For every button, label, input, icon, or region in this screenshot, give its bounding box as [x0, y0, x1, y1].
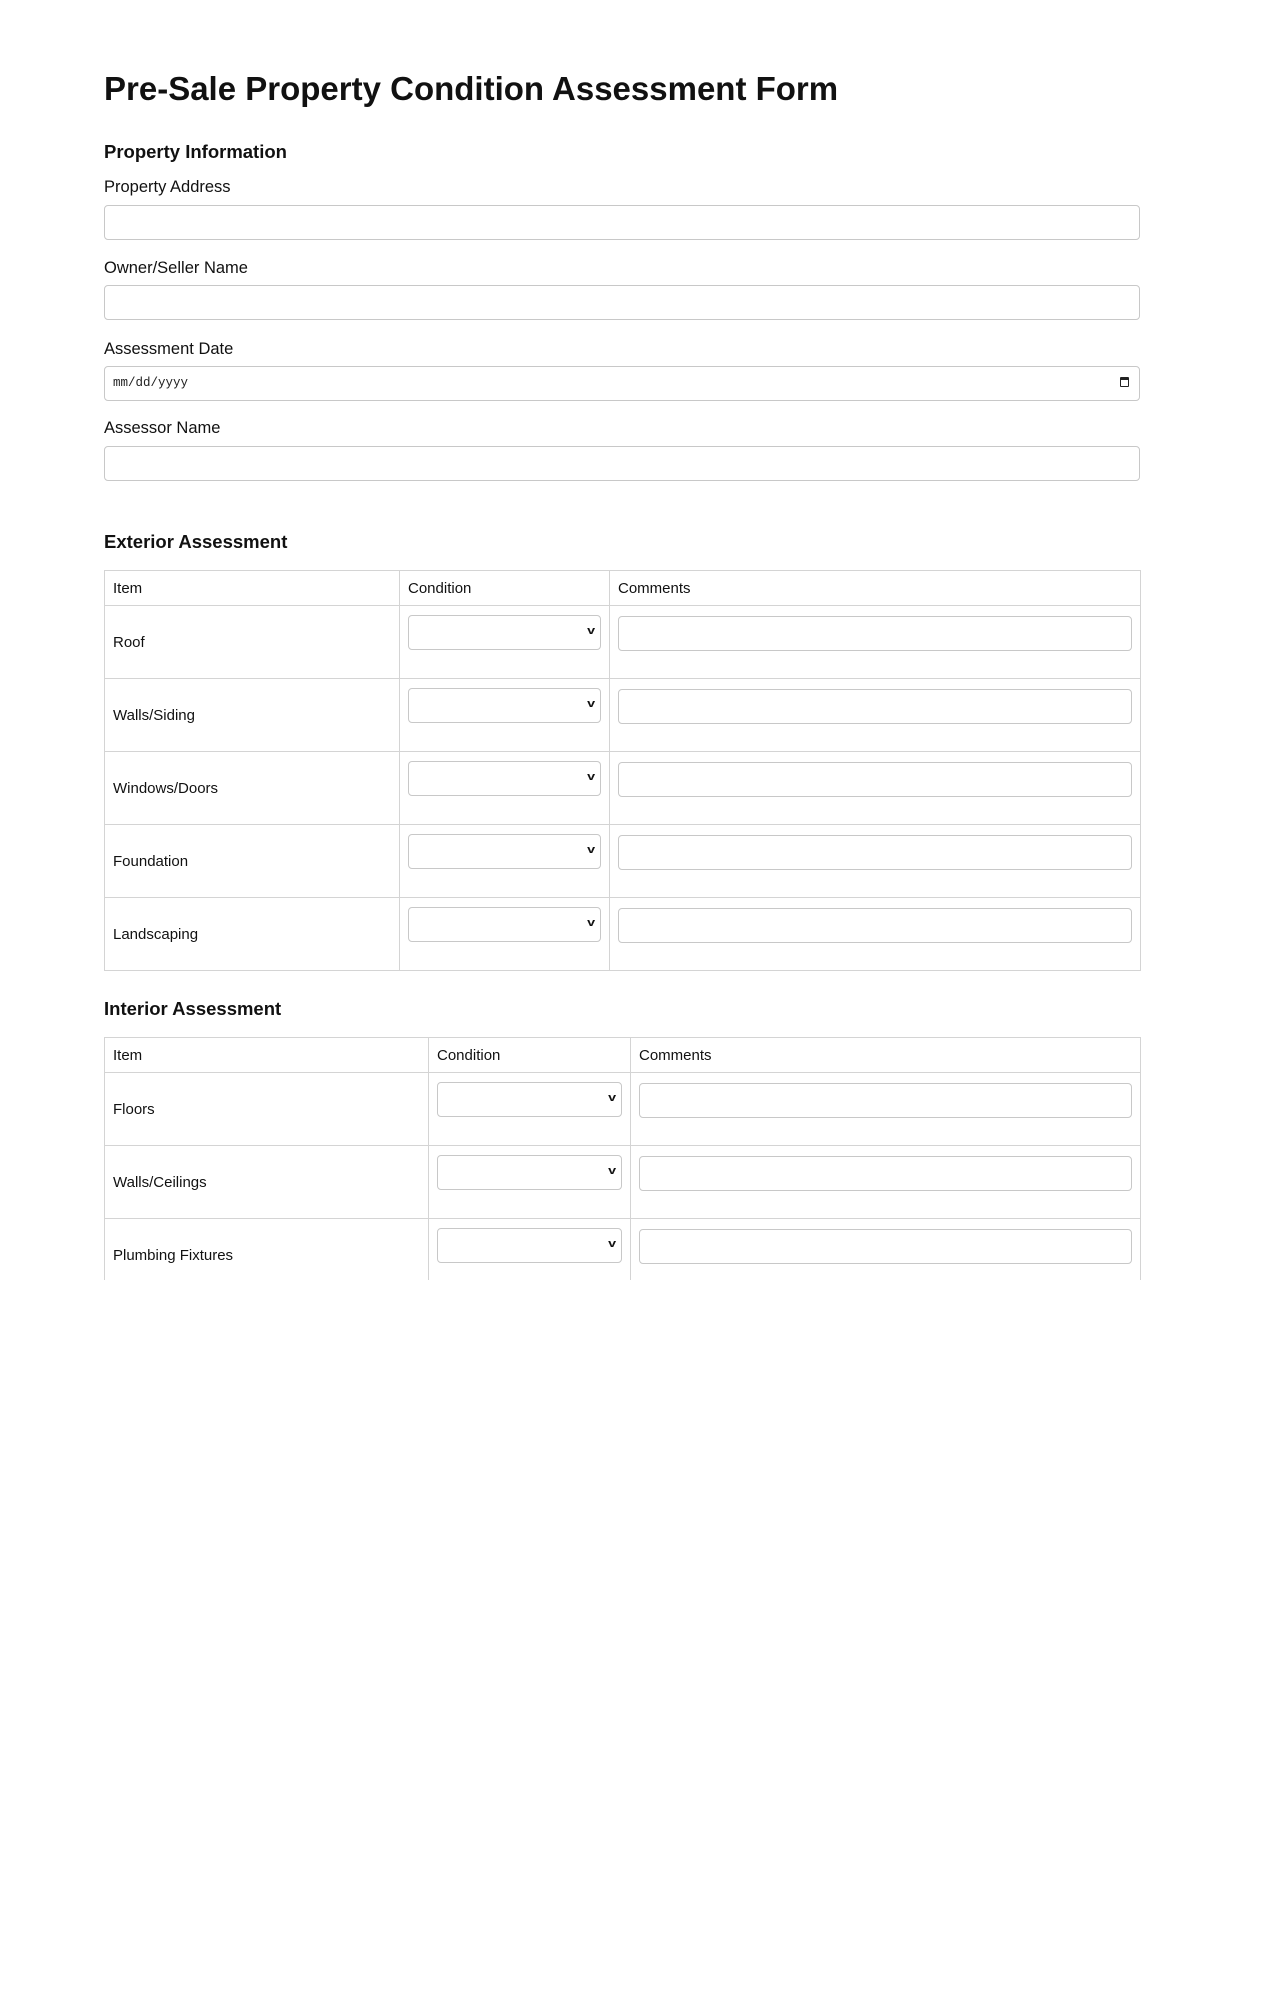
- interior-assessment-table: [104, 1037, 1141, 1280]
- chevron-down-icon: v: [586, 625, 595, 637]
- date-placeholder: mm/dd/yyyy: [113, 376, 189, 390]
- column-header-comments: Comments: [631, 1038, 1141, 1073]
- table-row: [105, 825, 1141, 898]
- assessor-name-input[interactable]: [104, 446, 1140, 481]
- condition-select-foundation[interactable]: [408, 834, 601, 869]
- condition-cell: [400, 898, 610, 971]
- item-label-foundation: Foundation: [113, 852, 189, 870]
- owner-seller-name-input[interactable]: [104, 285, 1140, 320]
- condition-cell: [400, 825, 610, 898]
- condition-select-plumbing-fixtures[interactable]: [437, 1228, 622, 1263]
- item-cell: [105, 1219, 429, 1281]
- assessment-date-input[interactable]: [104, 366, 1140, 401]
- page-title: Pre-Sale Property Condition Assessment Form: [104, 70, 839, 107]
- condition-cell: [400, 752, 610, 825]
- comments-cell: [631, 1219, 1141, 1281]
- table-row: [105, 752, 1141, 825]
- item-label-landscaping: Landscaping: [113, 925, 199, 943]
- table-row: [105, 679, 1141, 752]
- comments-input-windows-doors[interactable]: [618, 762, 1132, 797]
- column-header-item: Item: [105, 1038, 429, 1073]
- comments-input-roof[interactable]: [618, 616, 1132, 651]
- item-cell: [105, 1146, 429, 1219]
- comments-cell: [631, 1073, 1141, 1146]
- section-heading-property-information: Property Information: [104, 141, 287, 162]
- column-header-condition: Condition: [400, 571, 610, 606]
- comments-cell: [610, 679, 1141, 752]
- calendar-icon[interactable]: [1120, 377, 1129, 387]
- condition-select-windows-doors[interactable]: [408, 761, 601, 796]
- comments-input-floors[interactable]: [639, 1083, 1132, 1118]
- assessor-name-label: Assessor Name: [104, 419, 221, 437]
- comments-cell: [610, 752, 1141, 825]
- section-heading-interior-assessment: Interior Assessment: [104, 998, 282, 1019]
- chevron-down-icon: v: [586, 844, 595, 856]
- table-header-row: [105, 1038, 1141, 1073]
- column-header-item: Item: [105, 571, 400, 606]
- item-cell: [105, 898, 400, 971]
- table-row: [105, 606, 1141, 679]
- comments-input-walls-siding[interactable]: [618, 689, 1132, 724]
- comments-cell: [610, 825, 1141, 898]
- condition-select-walls-ceilings[interactable]: [437, 1155, 622, 1190]
- item-label-floors: Floors: [113, 1100, 155, 1118]
- condition-select-landscaping[interactable]: [408, 907, 601, 942]
- chevron-down-icon: v: [607, 1165, 616, 1177]
- comments-cell: [610, 898, 1141, 971]
- condition-cell: [400, 679, 610, 752]
- chevron-down-icon: v: [586, 917, 595, 929]
- property-address-input[interactable]: [104, 205, 1140, 240]
- comments-input-plumbing-fixtures[interactable]: [639, 1229, 1132, 1264]
- column-header-comments: Comments: [610, 571, 1141, 606]
- item-label-plumbing-fixtures: Plumbing Fixtures: [113, 1246, 234, 1264]
- owner-seller-name-label: Owner/Seller Name: [104, 259, 248, 277]
- property-address-label: Property Address: [104, 178, 231, 196]
- chevron-down-icon: v: [607, 1238, 616, 1250]
- item-label-windows-doors: Windows/Doors: [113, 779, 219, 797]
- comments-input-landscaping[interactable]: [618, 908, 1132, 943]
- table-row: [105, 1146, 1141, 1219]
- condition-cell: [400, 606, 610, 679]
- exterior-assessment-table: [104, 570, 1141, 971]
- item-cell: [105, 679, 400, 752]
- comments-input-foundation[interactable]: [618, 835, 1132, 870]
- condition-cell: [429, 1146, 631, 1219]
- table-header-row: [105, 571, 1141, 606]
- comments-input-walls-ceilings[interactable]: [639, 1156, 1132, 1191]
- table-row: [105, 1219, 1141, 1281]
- condition-select-floors[interactable]: [437, 1082, 622, 1117]
- item-label-roof: Roof: [113, 633, 145, 651]
- comments-cell: [610, 606, 1141, 679]
- condition-select-walls-siding[interactable]: [408, 688, 601, 723]
- item-label-walls-ceilings: Walls/Ceilings: [113, 1173, 207, 1191]
- item-cell: [105, 825, 400, 898]
- condition-cell: [429, 1073, 631, 1146]
- chevron-down-icon: v: [586, 698, 595, 710]
- section-heading-exterior-assessment: Exterior Assessment: [104, 531, 288, 552]
- chevron-down-icon: v: [586, 771, 595, 783]
- chevron-down-icon: v: [607, 1092, 616, 1104]
- condition-select-roof[interactable]: [408, 615, 601, 650]
- item-cell: [105, 606, 400, 679]
- item-label-walls-siding: Walls/Siding: [113, 706, 195, 724]
- table-row: [105, 1073, 1141, 1146]
- comments-cell: [631, 1146, 1141, 1219]
- item-cell: [105, 752, 400, 825]
- assessment-date-label: Assessment Date: [104, 340, 234, 358]
- table-row: [105, 898, 1141, 971]
- item-cell: [105, 1073, 429, 1146]
- condition-cell: [429, 1219, 631, 1281]
- column-header-condition: Condition: [429, 1038, 631, 1073]
